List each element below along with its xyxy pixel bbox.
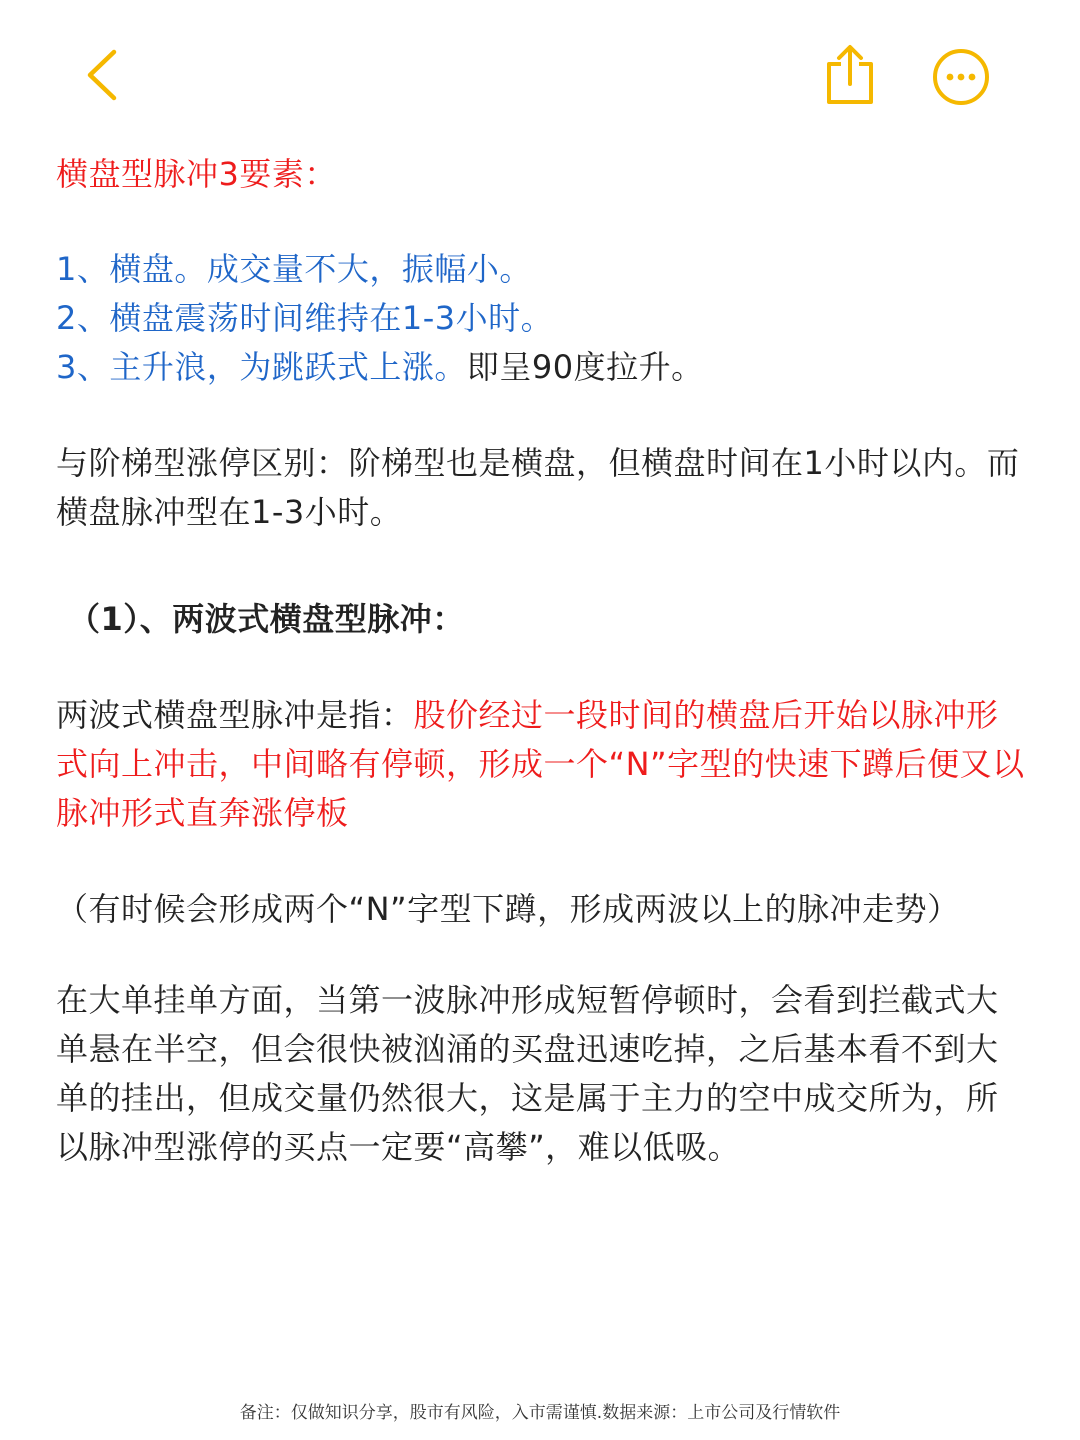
chevron-left-icon [78,44,128,106]
list-item-text: 3、主升浪，为跳跃式上涨。 [56,348,467,386]
note-title: 横盘型脉冲3要素： [56,155,337,193]
share-button[interactable] [822,42,878,108]
definition-highlight: 股价经过一段时间的横盘后开始以脉冲形式向上冲击，中间略有停顿，形成一个“N”字型的快速下蹲后便又以脉冲形式直奔涨停板 [56,696,1025,832]
share-icon [822,42,878,108]
section-heading: （1）、两波式横盘型脉冲： [68,600,465,638]
aside-paragraph: （有时候会形成两个“N”字型下蹲，形成两波以上的脉冲走势） [56,890,960,928]
list-item [56,294,1026,343]
footer-disclaimer: 备注：仅做知识分享，股市有风险，入市需谨慎.数据来源：上市公司及行情软件 [239,1403,841,1423]
more-button[interactable] [930,46,992,108]
note-content[interactable] [56,150,1026,1172]
list-item [56,343,1026,392]
definition-paragraph [56,691,1026,838]
back-button[interactable] [78,44,128,106]
definition-prefix: 两波式横盘型脉冲是指： [56,696,414,734]
list-item [56,245,1026,294]
list-item-text: 2、横盘震荡时间维持在1-3小时。 [56,299,554,337]
more-icon [930,46,992,108]
list-item-text: 1、横盘。成交量不大，振幅小。 [56,250,532,288]
analysis-paragraph: 在大单挂单方面，当第一波脉冲形成短暂停顿时，会看到拦截式大单悬在半空，但会很快被汹涌的买盘迅速吃掉，之后基本看不到大单的挂出，但成交量仍然很大，这是属于主力的空中成交所为，所以脉冲型涨停的买点一定要“高攀”，难以低吸。 [56,981,999,1166]
list-item-tail: 即呈90度拉升。 [466,348,704,386]
difference-paragraph: 与阶梯型涨停区别：阶梯型也是横盘，但横盘时间在1小时以内。而横盘脉冲型在1-3小时。 [56,444,1020,531]
